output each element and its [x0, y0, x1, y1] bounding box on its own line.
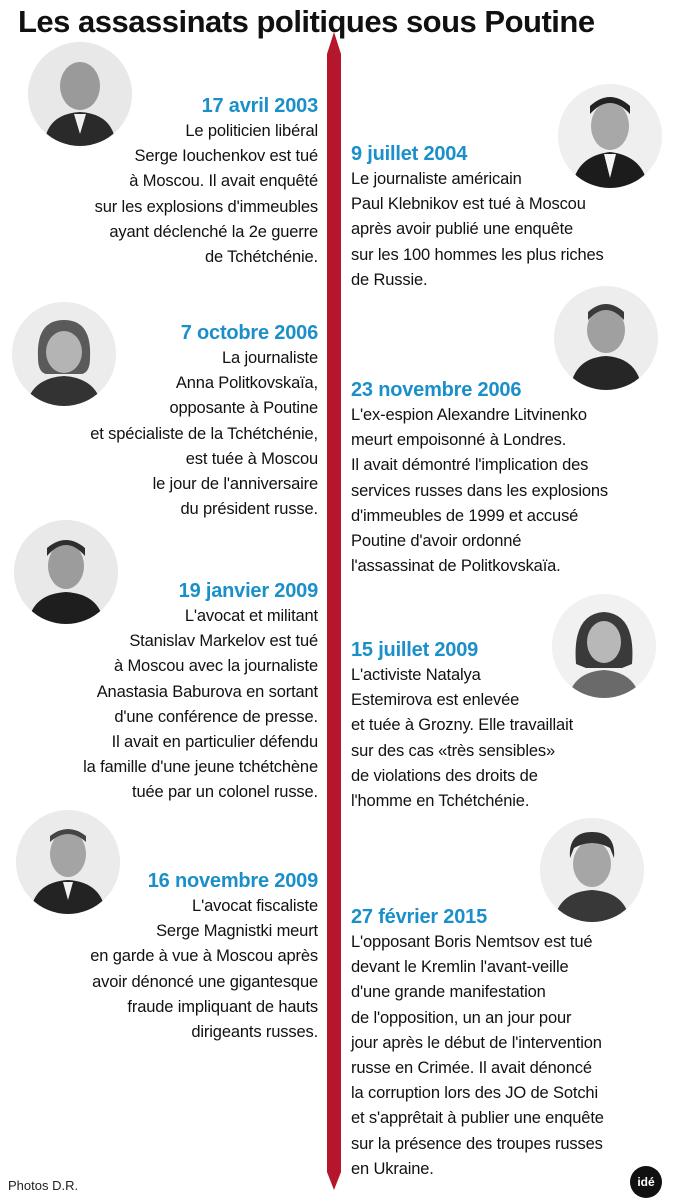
event-description: L'avocat et militant Stanislav Markelov est tué à Moscou avec la journaliste Anastasia Baburova en sortant d'une conférence de presse. Il avait en particulier défendu la famille d'une jeune tchétchène tuée par un colonel russe. [83, 607, 318, 802]
event-description: L'ex-espion Alexandre Litvinenko meurt empoisonné à Londres. Il avait démontré l'implication des services russes dans les explosions d'immeubles de 1999 et accusé Poutine d'avoir ordonné l'assassinat de Politkovskaïa. [351, 406, 609, 576]
event-date: 27 février 2015 [351, 906, 488, 928]
timeline-event-markelov [30, 578, 318, 806]
event-date: 19 janvier 2009 [178, 580, 318, 602]
timeline-event-nemtsov [351, 904, 671, 1182]
event-date: 9 juillet 2004 [351, 143, 468, 165]
publisher-logo: idé [630, 1166, 662, 1198]
event-date: 17 avril 2003 [201, 95, 318, 117]
event-date: 16 novembre 2009 [147, 870, 318, 892]
event-description: L'avocat fiscaliste Serge Magnistki meurt en garde à vue à Moscou après avoir dénoncé une gigantesque fraude impliquant de hauts dirigeants russes. [90, 897, 318, 1042]
timeline-event-politkovskaia [40, 320, 318, 522]
timeline-event-litvinenko [351, 377, 671, 579]
photo-credit: Photos D.R. [8, 1178, 79, 1193]
page-title: Les assassinats politiques sous Poutine [18, 4, 595, 39]
event-date: 15 juillet 2009 [351, 639, 479, 661]
timeline-event-klebnikov [351, 141, 671, 293]
event-description: La journaliste Anna Politkovskaïa, opposante à Poutine et spécialiste de la Tchétchénie, est tuée à Moscou le jour de l'anniversaire du président russe. [90, 349, 318, 519]
event-description: Le politicien libéral Serge Iouchenkov est tué à Moscou. Il avait enquêté sur les explosions d'immeubles ayant déclenché la 2e guerre de Tchétchénie. [94, 122, 318, 267]
timeline-event-magnitski [40, 868, 318, 1045]
event-description: Le journaliste américain Paul Klebnikov est tué à Moscou après avoir publié une enquête sur les 100 hommes les plus riches de Russie. [351, 170, 604, 289]
event-description: L'activiste Natalya Estemirova est enlevée et tuée à Grozny. Elle travaillait sur des cas «très sensibles» de violations des droits de l'homme en Tchétchénie. [351, 666, 574, 811]
timeline-event-estemirova [351, 637, 671, 814]
event-date: 7 octobre 2006 [180, 322, 318, 344]
timeline-event-iouchenkov [40, 93, 318, 270]
timeline-line [327, 54, 341, 1172]
event-description: L'opposant Boris Nemtsov est tué devant le Kremlin l'avant-veille d'une grande manifestation de l'opposition, un an jour pour jour après le début de l'intervention russe en Crimée. Il avait dénoncé la corruption lors des JO de Sotchi et s'apprêtait à publier une enquête sur la présence des troupes russes en Ukraine. [351, 933, 604, 1178]
portrait-photo-litvinenko [554, 286, 658, 390]
event-date: 23 novembre 2006 [351, 379, 522, 401]
